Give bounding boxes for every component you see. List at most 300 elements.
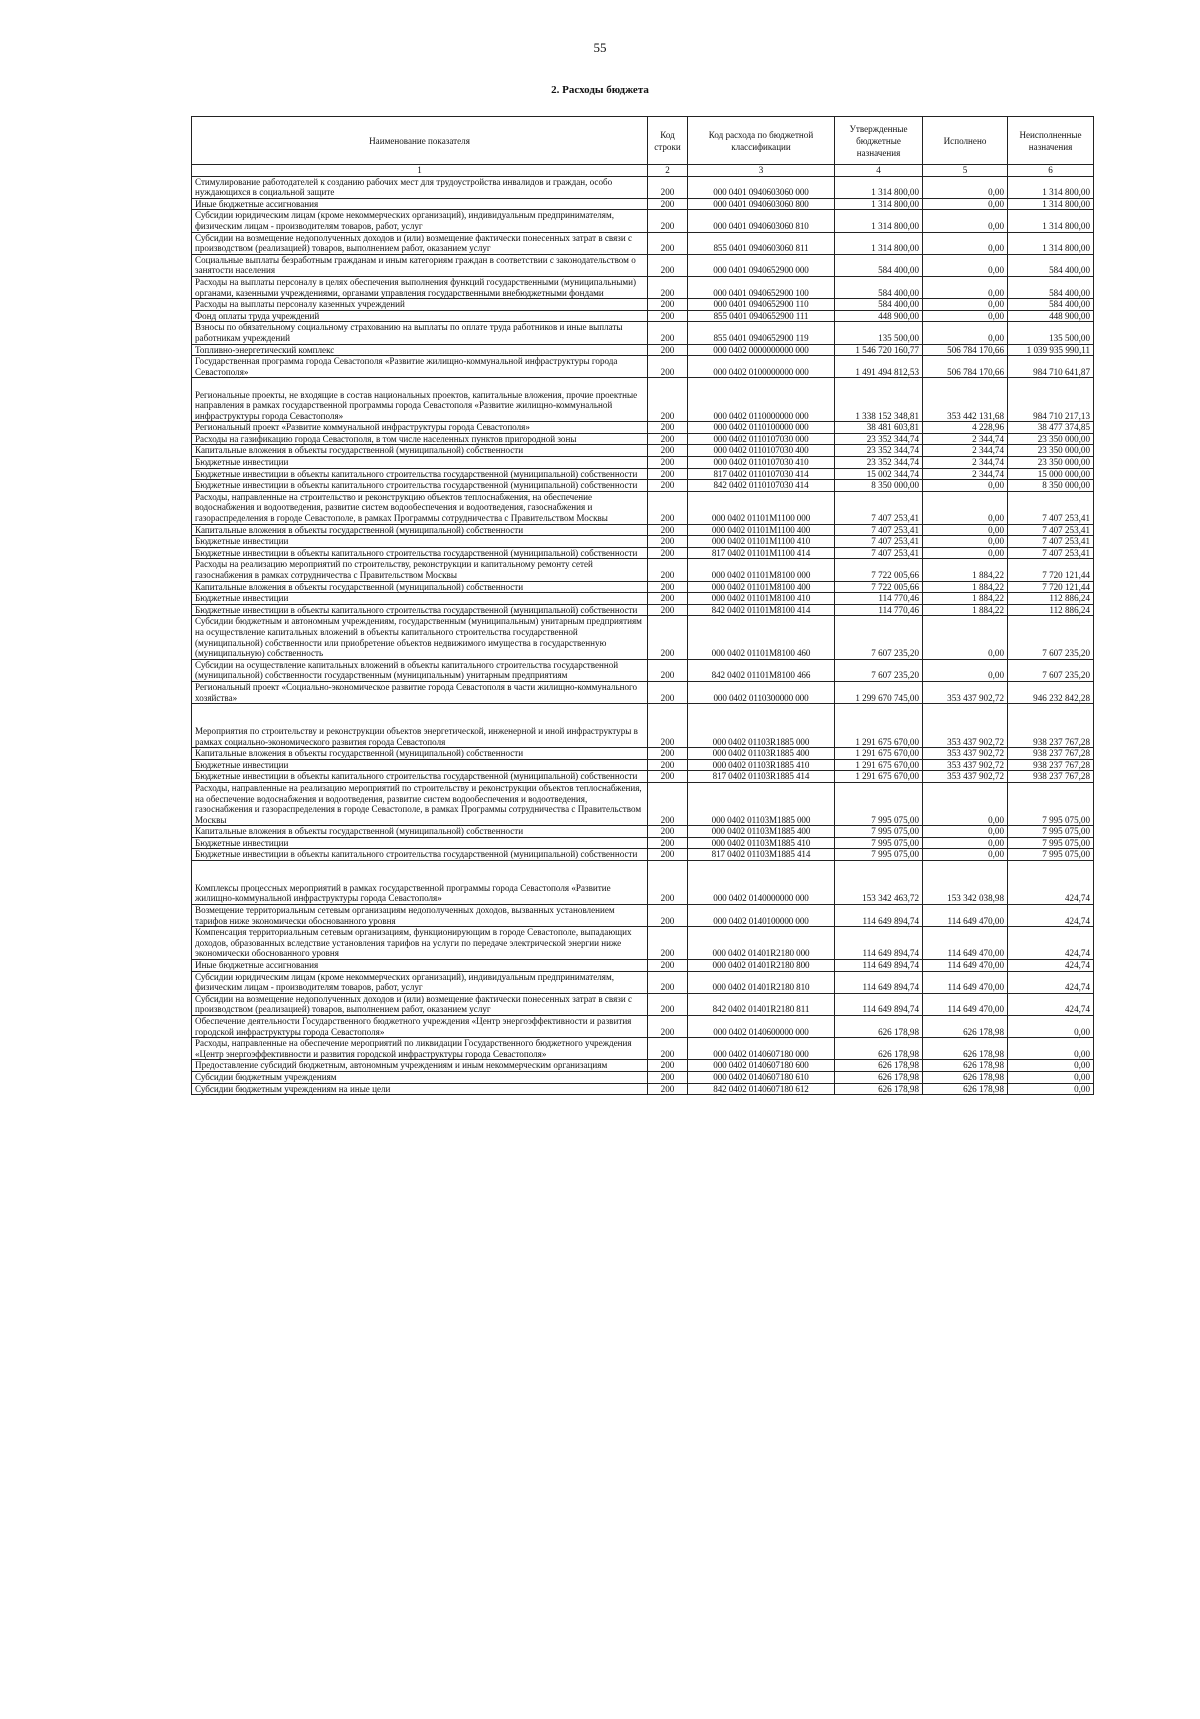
row-approved-amount: 7 722 005,66 [835, 559, 923, 581]
row-name: Бюджетные инвестиции [192, 759, 648, 771]
row-approved-amount: 114 649 894,74 [835, 971, 923, 993]
header-name: Наименование показателя [192, 117, 648, 165]
row-classification-code: 000 0402 0140607180 000 [688, 1038, 835, 1060]
row-executed-amount: 0,00 [923, 524, 1008, 536]
table-row [192, 422, 1094, 434]
table-row [192, 593, 1094, 605]
table-row [192, 378, 1094, 422]
row-classification-code: 000 0402 01101M1100 410 [688, 536, 835, 548]
row-name: Расходы, направленные на обеспечение мероприятий по ликвидации Государственного бюджетного учреждения «Центр энергоэффективности и развития городской инфраструктуры города Севастополя» [192, 1038, 648, 1060]
row-line-code: 200 [648, 210, 688, 232]
row-name: Бюджетные инвестиции в объекты капитального строительства государственной (муниципальной) собственности [192, 480, 648, 492]
column-number: 6 [1008, 165, 1094, 177]
row-name: Субсидии бюджетным и автономным учреждениям, государственным (муниципальным) унитарным предприятиям на осуществление капитальных вложений в объекты капитального строительства государственной (муниципальной) собственности или приобретение объектов недвижимого имущества в государственную (муниципальную) собственность [192, 616, 648, 659]
row-executed-amount: 0,00 [923, 536, 1008, 548]
row-line-code: 200 [648, 524, 688, 536]
row-line-code: 200 [648, 861, 688, 905]
table-row [192, 1071, 1094, 1083]
table-row [192, 837, 1094, 849]
row-remaining-amount: 584 400,00 [1008, 299, 1094, 311]
row-name: Фонд оплаты труда учреждений [192, 310, 648, 322]
row-approved-amount: 1 291 675 670,00 [835, 759, 923, 771]
row-line-code: 200 [648, 581, 688, 593]
row-name: Предоставление субсидий бюджетным, автономным учреждениям и иным некоммерческим организациям [192, 1060, 648, 1072]
section-title: 2. Расходы бюджета [551, 84, 649, 96]
row-name: Бюджетные инвестиции [192, 457, 648, 469]
column-number: 4 [835, 165, 923, 177]
row-remaining-amount: 135 500,00 [1008, 322, 1094, 344]
row-classification-code: 000 0402 01401R2180 810 [688, 971, 835, 993]
row-executed-amount: 626 178,98 [923, 1071, 1008, 1083]
row-executed-amount: 0,00 [923, 176, 1008, 198]
row-name: Обеспечение деятельности Государственного бюджетного учреждения «Центр энергоэффективности и развития городской инфраструктуры города Севастополя» [192, 1016, 648, 1038]
row-name: Расходы, направленные на реализацию мероприятий по строительству и реконструкции объектов теплоснабжения, на обеспечение водоснабжения и водоотведения, развитие систем водообеспечения и водоотведения, газоснабжения и газораспределения в городе Севастополе, в рамках Программы сотрудничества с Правительством Москвы [192, 782, 648, 825]
row-line-code: 200 [648, 547, 688, 559]
row-classification-code: 842 0402 01101M8100 414 [688, 604, 835, 616]
row-executed-amount: 0,00 [923, 254, 1008, 276]
row-name: Капитальные вложения в объекты государственной (муниципальной) собственности [192, 445, 648, 457]
table-row [192, 198, 1094, 210]
row-executed-amount: 0,00 [923, 491, 1008, 524]
row-approved-amount: 8 350 000,00 [835, 480, 923, 492]
row-line-code: 200 [648, 905, 688, 927]
row-executed-amount: 0,00 [923, 782, 1008, 825]
row-line-code: 200 [648, 1016, 688, 1038]
table-row [192, 849, 1094, 861]
row-line-code: 200 [648, 1038, 688, 1060]
row-executed-amount: 2 344,74 [923, 468, 1008, 480]
row-remaining-amount: 7 407 253,41 [1008, 524, 1094, 536]
row-approved-amount: 1 338 152 348,81 [835, 378, 923, 422]
table-row [192, 681, 1094, 703]
header-remaining: Неисполненные назначения [1008, 117, 1094, 165]
row-remaining-amount: 0,00 [1008, 1016, 1094, 1038]
row-name: Региональный проект «Социально-экономическое развитие города Севастополя в части жилищно-коммунального хозяйства» [192, 681, 648, 703]
table-row [192, 616, 1094, 659]
row-remaining-amount: 584 400,00 [1008, 276, 1094, 298]
row-classification-code: 000 0402 01101M8100 410 [688, 593, 835, 605]
row-classification-code: 000 0402 01401R2180 000 [688, 927, 835, 960]
row-executed-amount: 0,00 [923, 547, 1008, 559]
row-line-code: 200 [648, 681, 688, 703]
row-line-code: 200 [648, 593, 688, 605]
row-remaining-amount: 7 607 235,20 [1008, 659, 1094, 681]
column-number: 5 [923, 165, 1008, 177]
row-remaining-amount: 7 407 253,41 [1008, 491, 1094, 524]
row-executed-amount: 353 437 902,72 [923, 771, 1008, 783]
row-classification-code: 817 0402 01101M1100 414 [688, 547, 835, 559]
row-remaining-amount: 424,74 [1008, 927, 1094, 960]
table-row [192, 299, 1094, 311]
row-classification-code: 000 0402 01103R1885 000 [688, 704, 835, 748]
row-classification-code: 000 0402 0110107030 400 [688, 445, 835, 457]
row-executed-amount: 0,00 [923, 276, 1008, 298]
row-name: Возмещение территориальным сетевым организациям недополученных доходов, вызванных установлением тарифов ниже экономически обоснованного уровня [192, 905, 648, 927]
row-remaining-amount: 7 995 075,00 [1008, 826, 1094, 838]
table-row [192, 581, 1094, 593]
table-row [192, 1083, 1094, 1095]
row-line-code: 200 [648, 559, 688, 581]
row-line-code: 200 [648, 176, 688, 198]
row-remaining-amount: 7 995 075,00 [1008, 782, 1094, 825]
header-executed: Исполнено [923, 117, 1008, 165]
row-approved-amount: 584 400,00 [835, 299, 923, 311]
budget-expenses-table [191, 116, 1094, 1095]
row-approved-amount: 7 722 005,66 [835, 581, 923, 593]
row-approved-amount: 23 352 344,74 [835, 433, 923, 445]
row-classification-code: 000 0401 0940603060 800 [688, 198, 835, 210]
row-remaining-amount: 7 607 235,20 [1008, 616, 1094, 659]
row-approved-amount: 1 291 675 670,00 [835, 704, 923, 748]
row-remaining-amount: 424,74 [1008, 905, 1094, 927]
row-executed-amount: 1 884,22 [923, 581, 1008, 593]
row-remaining-amount: 584 400,00 [1008, 254, 1094, 276]
row-executed-amount: 0,00 [923, 198, 1008, 210]
row-remaining-amount: 23 350 000,00 [1008, 457, 1094, 469]
row-executed-amount: 1 884,22 [923, 604, 1008, 616]
row-executed-amount: 114 649 470,00 [923, 993, 1008, 1015]
table-body [192, 176, 1094, 1095]
row-line-code: 200 [648, 960, 688, 972]
row-classification-code: 000 0401 0940652900 100 [688, 276, 835, 298]
row-line-code: 200 [648, 759, 688, 771]
row-line-code: 200 [648, 310, 688, 322]
row-approved-amount: 114 649 894,74 [835, 960, 923, 972]
row-classification-code: 000 0402 0110000000 000 [688, 378, 835, 422]
row-executed-amount: 353 437 902,72 [923, 759, 1008, 771]
row-approved-amount: 1 314 800,00 [835, 176, 923, 198]
row-remaining-amount: 424,74 [1008, 971, 1094, 993]
row-line-code: 200 [648, 782, 688, 825]
row-line-code: 200 [648, 604, 688, 616]
row-line-code: 200 [648, 993, 688, 1015]
row-remaining-amount: 938 237 767,28 [1008, 771, 1094, 783]
row-classification-code: 817 0402 0110107030 414 [688, 468, 835, 480]
row-classification-code: 000 0402 01103R1885 400 [688, 748, 835, 760]
row-remaining-amount: 7 407 253,41 [1008, 547, 1094, 559]
row-executed-amount: 0,00 [923, 232, 1008, 254]
row-classification-code: 842 0402 0140607180 612 [688, 1083, 835, 1095]
row-line-code: 200 [648, 659, 688, 681]
row-executed-amount: 0,00 [923, 849, 1008, 861]
header-line-code: Код строки [648, 117, 688, 165]
row-remaining-amount: 7 407 253,41 [1008, 536, 1094, 548]
row-classification-code: 000 0402 01101M1100 400 [688, 524, 835, 536]
row-name: Субсидии юридическим лицам (кроме некоммерческих организаций), индивидуальным предпринимателям, физическим лицам - производителям товаров, работ, услуг [192, 971, 648, 993]
row-name: Капитальные вложения в объекты государственной (муниципальной) собственности [192, 748, 648, 760]
row-line-code: 200 [648, 232, 688, 254]
row-executed-amount: 153 342 038,98 [923, 861, 1008, 905]
row-classification-code: 000 0402 0000000000 000 [688, 344, 835, 356]
row-line-code: 200 [648, 837, 688, 849]
row-classification-code: 842 0402 01101M8100 466 [688, 659, 835, 681]
page-number: 55 [593, 40, 607, 55]
row-line-code: 200 [648, 704, 688, 748]
row-remaining-amount: 38 477 374,85 [1008, 422, 1094, 434]
row-line-code: 200 [648, 616, 688, 659]
row-remaining-amount: 1 314 800,00 [1008, 232, 1094, 254]
column-number: 2 [648, 165, 688, 177]
row-approved-amount: 7 407 253,41 [835, 547, 923, 559]
row-name: Стимулирование работодателей к созданию рабочих мест для трудоустройства инвалидов и граждан, особо нуждающихся в социальной защите [192, 176, 648, 198]
row-classification-code: 855 0401 0940652900 111 [688, 310, 835, 322]
row-name: Мероприятия по строительству и реконструкции объектов энергетической, инженерной и иной инфраструктуры в рамках социально-экономического развития города Севастополя [192, 704, 648, 748]
row-approved-amount: 7 407 253,41 [835, 524, 923, 536]
header-approved: Утвержденные бюджетные назначения [835, 117, 923, 165]
row-name: Комплексы процессных мероприятий в рамках государственной программы города Севастополя «Развитие жилищно-коммунальной инфраструктуры города Севастополя» [192, 861, 648, 905]
row-executed-amount: 0,00 [923, 826, 1008, 838]
header-classification-code: Код расхода по бюджетной классификации [688, 117, 835, 165]
row-name: Субсидии на возмещение недополученных доходов и (или) возмещение фактически понесенных затрат в связи с производством (реализацией) товаров, выполнением работ, оказанием услуг [192, 993, 648, 1015]
row-remaining-amount: 23 350 000,00 [1008, 445, 1094, 457]
row-name: Государственная программа города Севастополя «Развитие жилищно-коммунальной инфраструктуры города Севастополя» [192, 356, 648, 378]
row-approved-amount: 7 995 075,00 [835, 849, 923, 861]
row-approved-amount: 626 178,98 [835, 1083, 923, 1095]
row-name: Субсидии на осуществление капитальных вложений в объекты капитального строительства государственной (муниципальной) собственности государственным (муниципальным) унитарным предприятиям [192, 659, 648, 681]
row-name: Бюджетные инвестиции в объекты капитального строительства государственной (муниципальной) собственности [192, 849, 648, 861]
table-row [192, 445, 1094, 457]
row-executed-amount: 0,00 [923, 616, 1008, 659]
row-name: Региональный проект «Развитие коммунальной инфраструктуры города Севастополя» [192, 422, 648, 434]
row-executed-amount: 0,00 [923, 310, 1008, 322]
row-remaining-amount: 8 350 000,00 [1008, 480, 1094, 492]
row-approved-amount: 626 178,98 [835, 1016, 923, 1038]
row-approved-amount: 135 500,00 [835, 322, 923, 344]
row-classification-code: 000 0402 0110107030 410 [688, 457, 835, 469]
row-approved-amount: 114 770,46 [835, 604, 923, 616]
row-executed-amount: 2 344,74 [923, 445, 1008, 457]
row-line-code: 200 [648, 322, 688, 344]
row-line-code: 200 [648, 491, 688, 524]
table-row [192, 457, 1094, 469]
row-line-code: 200 [648, 344, 688, 356]
table-row [192, 826, 1094, 838]
row-approved-amount: 7 995 075,00 [835, 826, 923, 838]
row-approved-amount: 7 407 253,41 [835, 536, 923, 548]
row-approved-amount: 1 491 494 812,53 [835, 356, 923, 378]
table-row [192, 254, 1094, 276]
table-row [192, 1038, 1094, 1060]
row-line-code: 200 [648, 1083, 688, 1095]
row-remaining-amount: 7 720 121,44 [1008, 559, 1094, 581]
row-approved-amount: 1 299 670 745,00 [835, 681, 923, 703]
row-name: Капитальные вложения в объекты государственной (муниципальной) собственности [192, 581, 648, 593]
row-remaining-amount: 424,74 [1008, 960, 1094, 972]
row-executed-amount: 114 649 470,00 [923, 960, 1008, 972]
row-name: Бюджетные инвестиции [192, 593, 648, 605]
row-remaining-amount: 0,00 [1008, 1083, 1094, 1095]
row-name: Взносы по обязательному социальному страхованию на выплаты по оплате труда работников и иные выплаты работникам учреждений [192, 322, 648, 344]
row-line-code: 200 [648, 299, 688, 311]
row-approved-amount: 23 352 344,74 [835, 445, 923, 457]
row-name: Бюджетные инвестиции в объекты капитального строительства государственной (муниципальной) собственности [192, 547, 648, 559]
row-classification-code: 000 0402 01103M1885 410 [688, 837, 835, 849]
row-executed-amount: 626 178,98 [923, 1083, 1008, 1095]
row-remaining-amount: 984 710 217,13 [1008, 378, 1094, 422]
row-classification-code: 000 0402 01101M8100 400 [688, 581, 835, 593]
row-name: Расходы на реализацию мероприятий по строительству, реконструкции и капитальному ремонту сетей газоснабжения в рамках сотрудничества с Правительством Москвы [192, 559, 648, 581]
row-name: Капитальные вложения в объекты государственной (муниципальной) собственности [192, 524, 648, 536]
row-remaining-amount: 1 314 800,00 [1008, 176, 1094, 198]
row-line-code: 200 [648, 468, 688, 480]
row-remaining-amount: 938 237 767,28 [1008, 759, 1094, 771]
column-number: 3 [688, 165, 835, 177]
row-approved-amount: 114 649 894,74 [835, 993, 923, 1015]
row-name: Бюджетные инвестиции в объекты капитального строительства государственной (муниципальной) собственности [192, 604, 648, 616]
row-line-code: 200 [648, 433, 688, 445]
row-remaining-amount: 938 237 767,28 [1008, 704, 1094, 748]
row-approved-amount: 114 649 894,74 [835, 905, 923, 927]
row-line-code: 200 [648, 536, 688, 548]
row-classification-code: 000 0401 0940603060 810 [688, 210, 835, 232]
table-row [192, 356, 1094, 378]
row-executed-amount: 353 437 902,72 [923, 681, 1008, 703]
row-executed-amount: 626 178,98 [923, 1038, 1008, 1060]
row-name: Расходы на выплаты персоналу казенных учреждений [192, 299, 648, 311]
table-row [192, 993, 1094, 1015]
row-line-code: 200 [648, 826, 688, 838]
row-line-code: 200 [648, 276, 688, 298]
row-classification-code: 000 0402 0110100000 000 [688, 422, 835, 434]
table-row [192, 310, 1094, 322]
row-executed-amount: 0,00 [923, 659, 1008, 681]
row-approved-amount: 626 178,98 [835, 1060, 923, 1072]
row-approved-amount: 114 649 894,74 [835, 927, 923, 960]
row-executed-amount: 626 178,98 [923, 1016, 1008, 1038]
table-row [192, 748, 1094, 760]
row-classification-code: 000 0402 0140000000 000 [688, 861, 835, 905]
row-name: Субсидии юридическим лицам (кроме некоммерческих организаций), индивидуальным предпринимателям, физическим лицам - производителям товаров, работ, услуг [192, 210, 648, 232]
table-row [192, 468, 1094, 480]
row-classification-code: 000 0402 0140607180 610 [688, 1071, 835, 1083]
row-approved-amount: 15 002 344,74 [835, 468, 923, 480]
row-classification-code: 000 0402 0140100000 000 [688, 905, 835, 927]
column-number: 1 [192, 165, 648, 177]
table-row [192, 1060, 1094, 1072]
row-line-code: 200 [648, 445, 688, 457]
row-classification-code: 000 0402 0110300000 000 [688, 681, 835, 703]
row-executed-amount: 114 649 470,00 [923, 971, 1008, 993]
row-executed-amount: 353 437 902,72 [923, 704, 1008, 748]
row-line-code: 200 [648, 1060, 688, 1072]
row-executed-amount: 353 437 902,72 [923, 748, 1008, 760]
row-line-code: 200 [648, 927, 688, 960]
row-executed-amount: 0,00 [923, 837, 1008, 849]
row-approved-amount: 584 400,00 [835, 254, 923, 276]
row-line-code: 200 [648, 1071, 688, 1083]
row-classification-code: 842 0402 01401R2180 811 [688, 993, 835, 1015]
row-approved-amount: 7 995 075,00 [835, 782, 923, 825]
row-executed-amount: 1 884,22 [923, 593, 1008, 605]
row-classification-code: 000 0402 01101M1100 000 [688, 491, 835, 524]
row-approved-amount: 114 770,46 [835, 593, 923, 605]
row-classification-code: 000 0402 0140600000 000 [688, 1016, 835, 1038]
row-line-code: 200 [648, 971, 688, 993]
table-row [192, 536, 1094, 548]
table-row [192, 927, 1094, 960]
row-classification-code: 855 0401 0940652900 119 [688, 322, 835, 344]
row-executed-amount: 2 344,74 [923, 433, 1008, 445]
row-classification-code: 000 0402 01103R1885 410 [688, 759, 835, 771]
column-number-row [192, 165, 1094, 177]
table-row [192, 547, 1094, 559]
row-remaining-amount: 7 995 075,00 [1008, 837, 1094, 849]
row-approved-amount: 1 314 800,00 [835, 198, 923, 210]
table-row [192, 905, 1094, 927]
row-remaining-amount: 424,74 [1008, 861, 1094, 905]
table-row [192, 176, 1094, 198]
row-executed-amount: 0,00 [923, 210, 1008, 232]
row-name: Бюджетные инвестиции [192, 536, 648, 548]
table-row [192, 704, 1094, 748]
row-approved-amount: 448 900,00 [835, 310, 923, 322]
row-remaining-amount: 424,74 [1008, 993, 1094, 1015]
table-row [192, 971, 1094, 993]
row-name: Капитальные вложения в объекты государственной (муниципальной) собственности [192, 826, 648, 838]
table-row [192, 759, 1094, 771]
row-remaining-amount: 1 314 800,00 [1008, 198, 1094, 210]
row-approved-amount: 1 546 720 160,77 [835, 344, 923, 356]
row-classification-code: 000 0401 0940652900 000 [688, 254, 835, 276]
row-remaining-amount: 23 350 000,00 [1008, 433, 1094, 445]
row-classification-code: 000 0402 01401R2180 800 [688, 960, 835, 972]
row-approved-amount: 626 178,98 [835, 1071, 923, 1083]
row-approved-amount: 1 314 800,00 [835, 210, 923, 232]
table-row [192, 344, 1094, 356]
row-line-code: 200 [648, 480, 688, 492]
row-name: Расходы на газификацию города Севастополя, в том числе населенных пунктов пригородной зоны [192, 433, 648, 445]
table-row [192, 480, 1094, 492]
row-line-code: 200 [648, 378, 688, 422]
row-approved-amount: 7 607 235,20 [835, 616, 923, 659]
row-name: Компенсация территориальным сетевым организациям, функционирующим в городе Севастополе, выпадающих доходов, образованных вследствие установления тарифов на услуги по передаче электрической энергии ниже экономически обоснованного уровня [192, 927, 648, 960]
row-remaining-amount: 112 886,24 [1008, 593, 1094, 605]
row-name: Субсидии бюджетным учреждениям на иные цели [192, 1083, 648, 1095]
row-remaining-amount: 112 886,24 [1008, 604, 1094, 616]
row-executed-amount: 506 784 170,66 [923, 344, 1008, 356]
row-approved-amount: 23 352 344,74 [835, 457, 923, 469]
table-row [192, 960, 1094, 972]
row-classification-code: 000 0402 01103M1885 400 [688, 826, 835, 838]
row-approved-amount: 7 407 253,41 [835, 491, 923, 524]
row-remaining-amount: 0,00 [1008, 1071, 1094, 1083]
table-row [192, 604, 1094, 616]
row-executed-amount: 4 228,96 [923, 422, 1008, 434]
table-row [192, 659, 1094, 681]
row-approved-amount: 7 607 235,20 [835, 659, 923, 681]
table-row [192, 861, 1094, 905]
row-approved-amount: 626 178,98 [835, 1038, 923, 1060]
row-approved-amount: 153 342 463,72 [835, 861, 923, 905]
row-name: Социальные выплаты безработным гражданам и иным категориям граждан в соответствии с законодательством о занятости населения [192, 254, 648, 276]
row-line-code: 200 [648, 254, 688, 276]
row-name: Бюджетные инвестиции в объекты капитального строительства государственной (муниципальной) собственности [192, 468, 648, 480]
row-classification-code: 000 0402 0140607180 600 [688, 1060, 835, 1072]
row-remaining-amount: 938 237 767,28 [1008, 748, 1094, 760]
row-remaining-amount: 1 039 935 990,11 [1008, 344, 1094, 356]
row-classification-code: 842 0402 0110107030 414 [688, 480, 835, 492]
row-executed-amount: 353 442 131,68 [923, 378, 1008, 422]
row-executed-amount: 0,00 [923, 299, 1008, 311]
row-name: Региональные проекты, не входящие в состав национальных проектов, капитальные вложения, прочие проектные направления в рамках государственной программы города Севастополя «Развитие жилищно-коммунальной инфраструктуры города Севастополя» [192, 378, 648, 422]
table-row [192, 491, 1094, 524]
row-classification-code: 817 0402 01103M1885 414 [688, 849, 835, 861]
table-row [192, 559, 1094, 581]
table-row [192, 782, 1094, 825]
row-name: Субсидии на возмещение недополученных доходов и (или) возмещение фактически понесенных затрат в связи с производством (реализацией) товаров, выполнением работ, оказанием услуг [192, 232, 648, 254]
row-name: Расходы на выплаты персоналу в целях обеспечения выполнения функций государственными (муниципальными) органами, казенными учреждениями, органами управления государственными внебюджетными фондами [192, 276, 648, 298]
row-approved-amount: 1 291 675 670,00 [835, 748, 923, 760]
